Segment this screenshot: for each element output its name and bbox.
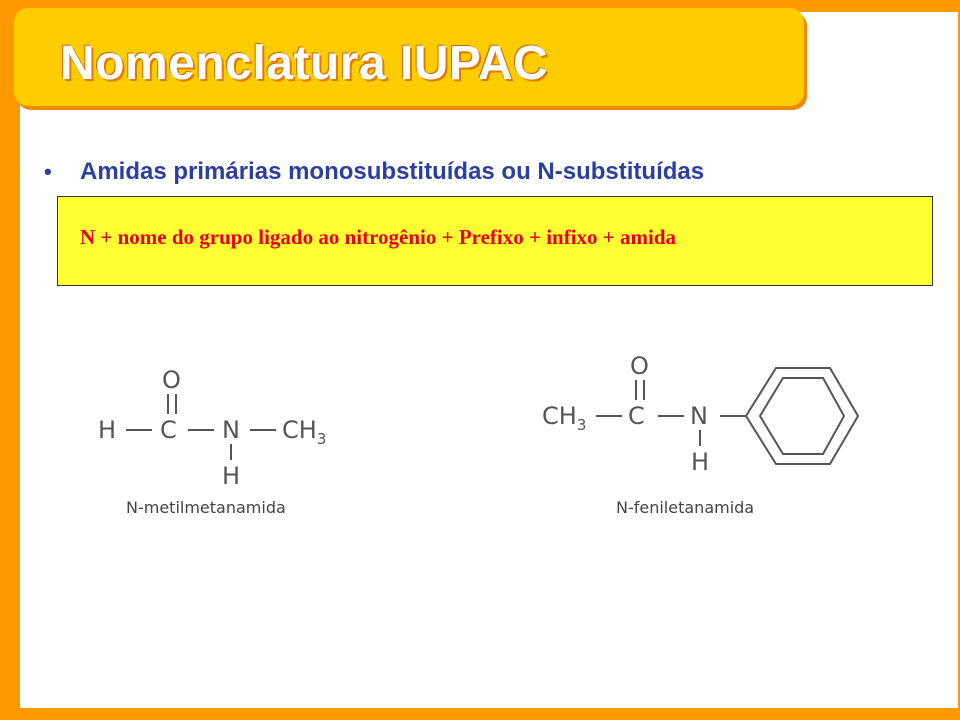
atom-nh: H (222, 462, 241, 490)
molecule-name-2: N-feniletanamida (616, 498, 755, 517)
bullet-dot-icon: • (44, 159, 52, 184)
structure-diagram-1 (90, 360, 350, 490)
atom-n: N (690, 402, 708, 430)
structure-n-feniletanamida (540, 340, 870, 517)
benzene-ring-icon (746, 368, 858, 464)
atom-o: O (162, 366, 181, 394)
molecule-name-1: N-metilmetanamida (126, 498, 286, 517)
atom-c: C (160, 416, 177, 444)
naming-rule-text: N + nome do grupo ligado ao nitrogênio + Prefixo + infixo + amida (80, 225, 677, 249)
naming-rule-box (57, 196, 933, 286)
structure-diagram-2 (540, 340, 870, 480)
bullet-item (44, 155, 704, 189)
atom-h: H (98, 416, 117, 444)
atom-ch3: $CH_3$ (282, 416, 327, 448)
atom-o: O (630, 352, 649, 380)
bullet-text: Amidas primárias monosubstituídas ou N-substituídas (80, 158, 705, 185)
atom-ch3: $CH_3$ (542, 402, 587, 434)
atom-n: N (222, 416, 240, 444)
frame-bottom (0, 708, 960, 720)
slide-title: Nomenclatura IUPAC (60, 37, 549, 90)
structure-n-metilmetanamida (90, 360, 350, 517)
atom-c: C (628, 402, 645, 430)
benzene-inner-ring (760, 378, 844, 454)
atom-nh: H (691, 448, 710, 476)
